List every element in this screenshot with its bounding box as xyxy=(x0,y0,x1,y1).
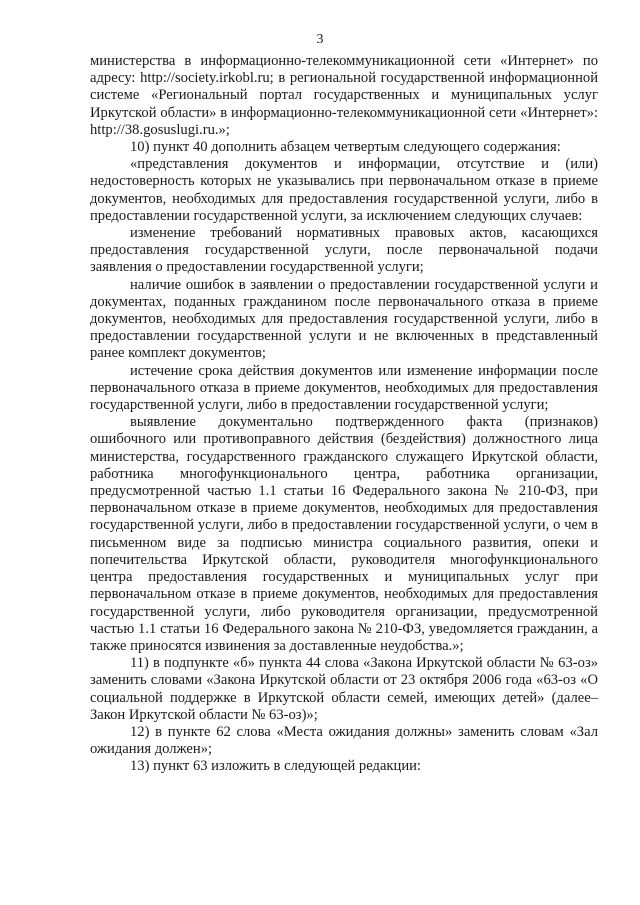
paragraph-8: 11) в подпункте «б» пункта 44 слова «Закона Иркутской области № 63-оз» заменить словами «Закона Иркутской области от 23 октября 2006 года «63-оз «О социальной поддержке в Иркутской области семей, имеющих детей» (далее–Закон Иркутской области № 63-оз)»; xyxy=(90,655,598,723)
paragraph-3: «представления документов и информации, отсутствие и (или) недостоверность которых не указывались при первоначальном отказе в приеме документов, необходимых для предоставления государственной услуги, либо в предоставлении государственной услуги, за исключением следующих случаев: xyxy=(90,156,598,224)
paragraph-9: 12) в пункте 62 слова «Места ожидания должны» заменить словам «Зал ожидания должен»; xyxy=(90,723,598,758)
paragraph-7: выявление документально подтвержденного факта (признаков) ошибочного или противоправного действия (бездействия) должностного лица министерства, государственного гражданского служащего Иркутской области, работника многофункционального центра, работника организации, предусмотренной частью 1.1 статьи 16 Федерального закона № 210-ФЗ, при первоначальном отказе в приеме документов, необходимых для предоставления государственной услуги, либо в предоставлении государственной услуги, о чем в письменном виде за подписью министра социального развития, опеки и попечительства Иркутской области, руководителя многофункционального центра предоставления государственных и муниципальных услуг при первоначальном отказе в приеме документов, необходимых для предоставления государственной услуги, либо руководителя организации, предусмотренной частью 1.1 статьи 16 Федерального закона № 210-ФЗ, уведомляется гражданин, а также приносятся извинения за доставленные неудобства.»; xyxy=(90,414,598,654)
page-number: 3 xyxy=(316,32,324,47)
paragraph-10: 13) пункт 63 изложить в следующей редакции: xyxy=(130,758,421,775)
paragraph-1: министерства в информационно-телекоммуникационной сети «Интернет» по адресу: http://society.irkobl.ru; в региональной государственной информационной системе «Региональный портал государственных и муниципальных услуг Иркутской области» в информационно-телекоммуникационной сети «Интернет»: http://38.gosuslugi.ru.»; xyxy=(90,53,598,138)
paragraph-2: 10) пункт 40 дополнить абзацем четвертым следующего содержания: xyxy=(130,139,561,156)
paragraph-4: изменение требований нормативных правовых актов, касающихся предоставления государственной услуги, после первоначальной подачи заявления о предоставлении государственной услуги; xyxy=(90,225,598,276)
paragraph-6: истечение срока действия документов или изменение информации после первоначального отказа в приеме документов, необходимых для предоставления государственной услуги, либо в предоставлении государственной услуги; xyxy=(90,362,598,414)
paragraph-5: наличие ошибок в заявлении о предоставлении государственной услуги и документах, поданных гражданином после первоначального отказа в приеме документов, необходимых для предоставления государственной услуги, либо в предоставлении государственной услуги и не включенных в представленный ранее комплект документов; xyxy=(90,276,598,362)
document-body xyxy=(90,53,598,776)
